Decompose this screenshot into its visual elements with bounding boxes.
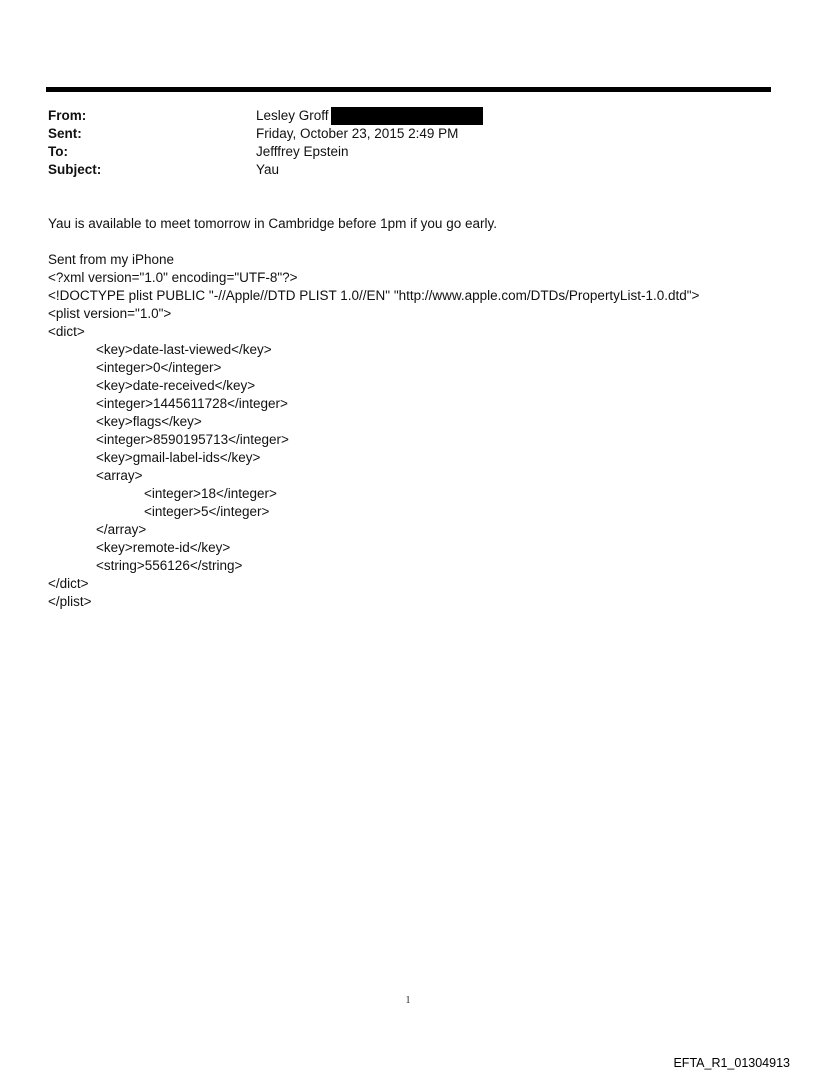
plist-line: <?xml version="1.0" encoding="UTF-8"?> [48,270,298,285]
plist-line: <integer>18</integer> [144,486,277,501]
plist-block [48,269,699,611]
plist-line: <plist version="1.0"> [48,306,172,321]
email-header [48,107,768,179]
subject-label: Subject: [48,162,102,177]
subject-value: Yau [256,162,280,177]
plist-line: </dict> [48,576,89,591]
subject-row [48,161,768,179]
header-rule [46,87,771,92]
sent-row [48,125,768,143]
plist-line: </array> [96,522,147,537]
email-body: Yau is available to meet tomorrow in Cambridge before 1pm if you go early. [48,216,497,231]
plist-line: <integer>0</integer> [96,360,222,375]
plist-line: <key>date-received</key> [96,378,256,393]
plist-line: <key>gmail-label-ids</key> [96,450,261,465]
plist-line: <key>remote-id</key> [96,540,231,555]
plist-line: <integer>8590195713</integer> [96,432,289,447]
plist-line: <string>556126</string> [96,558,243,573]
document-id: EFTA_R1_01304913 [673,1056,790,1070]
sent-label: Sent: [48,126,82,141]
to-row [48,143,768,161]
from-value-wrap [256,107,483,125]
email-signature: Sent from my iPhone [48,252,175,267]
plist-line: <key>date-last-viewed</key> [96,342,272,357]
from-label: From: [48,108,87,123]
plist-line: <key>flags</key> [96,414,202,429]
plist-line: <array> [96,468,143,483]
sent-value: Friday, October 23, 2015 2:49 PM [256,126,459,141]
redaction-box [331,107,483,125]
plist-line: </plist> [48,594,92,609]
plist-line: <integer>1445611728</integer> [96,396,288,411]
from-value: Lesley Groff [256,108,329,123]
plist-line: <integer>5</integer> [144,504,270,519]
to-label: To: [48,144,68,159]
from-row [48,107,768,125]
page-number: 1 [405,995,411,1006]
plist-line: <dict> [48,324,85,339]
plist-line: <!DOCTYPE plist PUBLIC "-//Apple//DTD PLIST 1.0//EN" "http://www.apple.com/DTDs/PropertyList-1.0.dtd"> [48,288,700,303]
to-value: Jefffrey Epstein [256,144,349,159]
